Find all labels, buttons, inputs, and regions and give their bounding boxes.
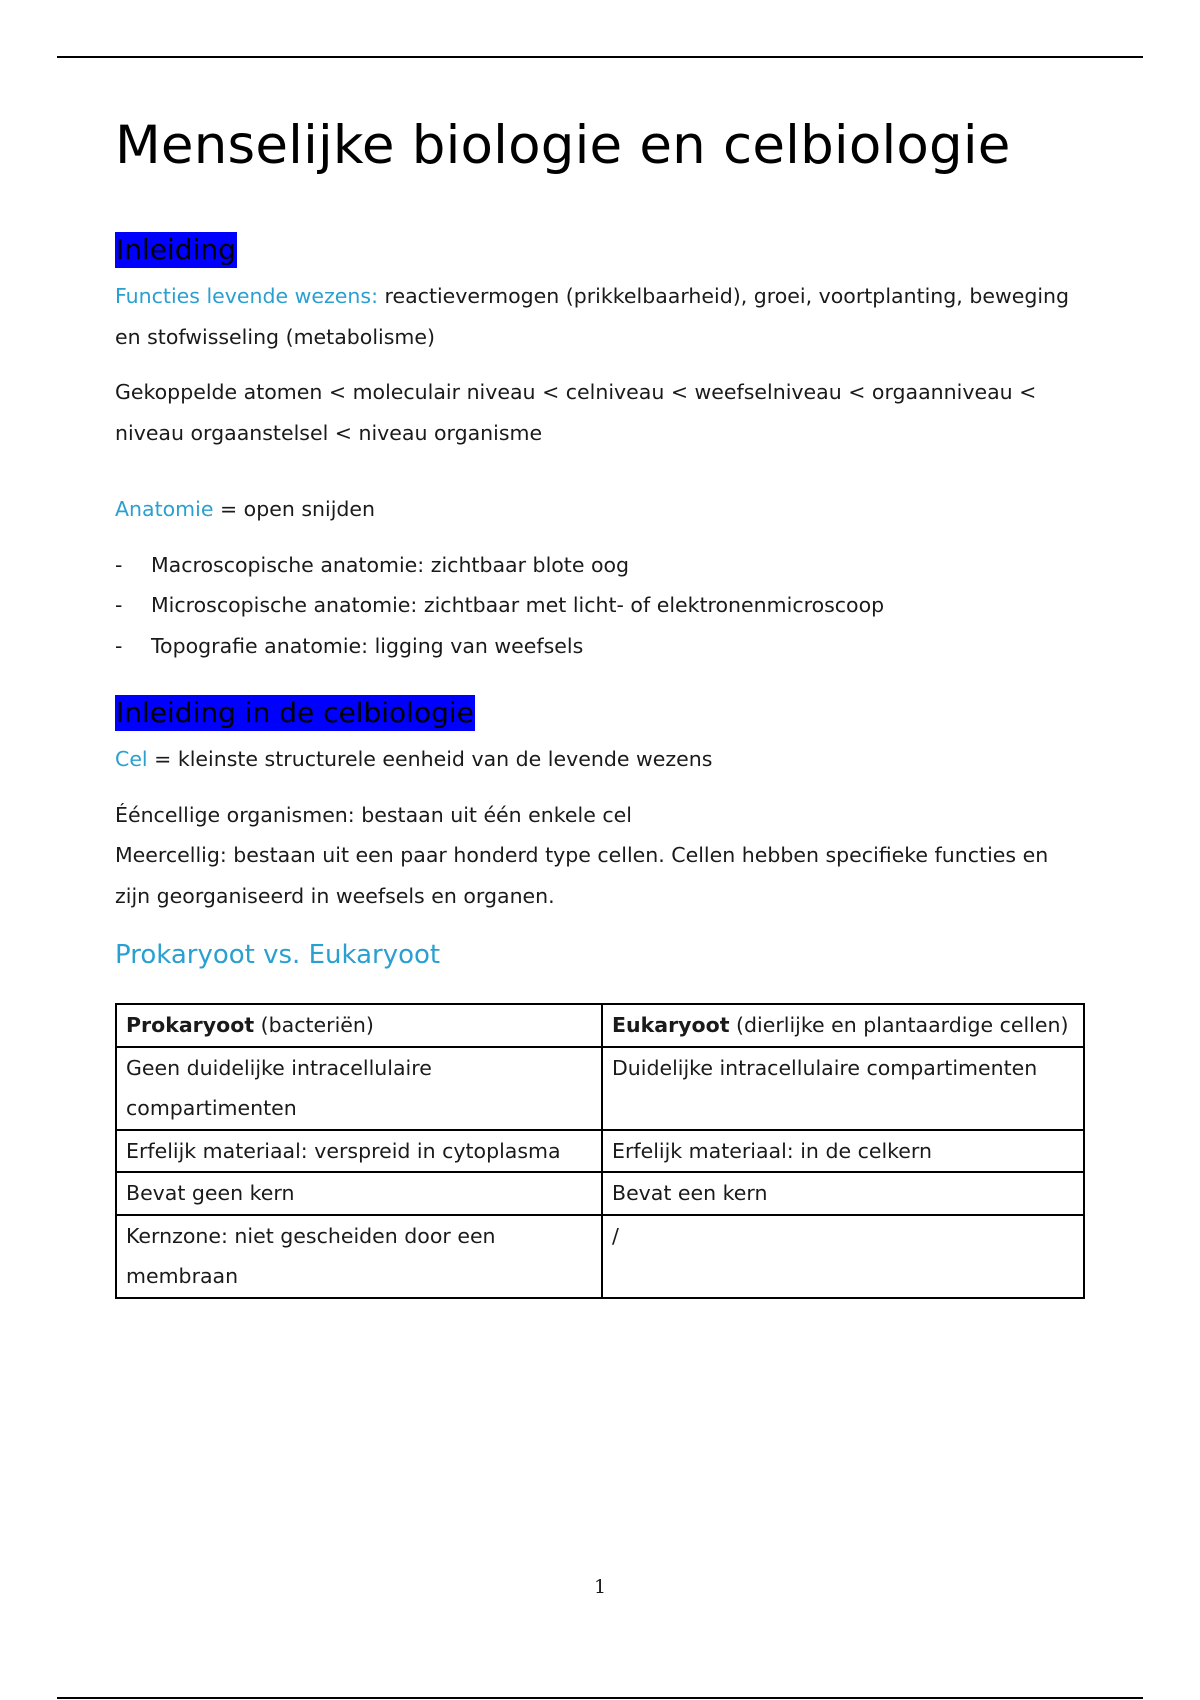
anatomie-list [115,545,1085,667]
table-row [116,1215,1084,1298]
section-heading-inleiding: Inleiding [116,233,236,266]
paragraph-anatomie [115,489,1085,530]
table-cell: Bevat een kern [602,1172,1084,1215]
table-header-cell: Eukaryoot (dierlijke en plantaardige cellen) [602,1004,1084,1047]
cel-text: = kleinste structurele eenheid van de levende wezens [147,747,713,771]
anatomie-text: = open snijden [213,497,376,521]
section-heading-celbiologie: Inleiding in de celbiologie [116,696,474,729]
table-cell: / [602,1215,1084,1298]
table-header-row [116,1004,1084,1047]
table-row [116,1047,1084,1130]
table-cell: Duidelijke intracellulaire compartimenten [602,1047,1084,1130]
term-cel: Cel [115,747,148,771]
page-content [115,110,1085,1299]
table-row [116,1172,1084,1215]
paragraph-niveaus: Gekoppelde atomen < moleculair niveau < celniveau < weefselniveau < orgaanniveau < niveau orgaanstelsel < niveau organisme [115,380,1037,445]
table-cell: Bevat geen kern [116,1172,602,1215]
paragraph-cel [115,739,1085,780]
paragraph-functies [115,276,1085,357]
term-functies: Functies levende wezens: [115,284,378,308]
table-cell: Geen duidelijke intracellulaire compartimenten [116,1047,602,1130]
page-number: 1 [593,1576,607,1598]
list-item: - Topografie anatomie: ligging van weefsels [115,626,1085,667]
paragraph-meercellig: Meercellig: bestaan uit een paar honderd type cellen. Cellen hebben specifieke functies en zijn georganiseerd in weefsels en organen. [115,843,1049,908]
table-row [116,1130,1084,1173]
page-title: Menselijke biologie en celbiologie [115,115,1011,176]
table-header-cell: Prokaryoot (bacteriën) [116,1004,602,1047]
footer-rule [57,1697,1143,1699]
dash-bullet: - [115,593,123,617]
paragraph-eencellig: Ééncellige organismen: bestaan uit één enkele cel [115,802,632,827]
header-rule [57,56,1143,58]
list-item: - Macroscopische anatomie: zichtbaar blote oog [115,545,1085,586]
table-cell: Kernzone: niet gescheiden door een membraan [116,1215,602,1298]
table-cell: Erfelijk materiaal: in de celkern [602,1130,1084,1173]
dash-bullet: - [115,633,123,658]
functies-text: reactievermogen (prikkelbaarheid), groei, voortplanting, beweging en stofwisseling (metabolisme) [115,284,1070,349]
dash-bullet: - [115,552,123,577]
comparison-table [115,1003,1085,1299]
table-cell: Erfelijk materiaal: verspreid in cytoplasma [116,1130,602,1173]
term-anatomie: Anatomie [115,497,214,521]
subheading-prokaryoot-eukaryoot: Prokaryoot vs. Eukaryoot [115,940,441,970]
list-item: - Microscopische anatomie: zichtbaar met licht- of elektronenmicroscoop [115,585,1085,626]
